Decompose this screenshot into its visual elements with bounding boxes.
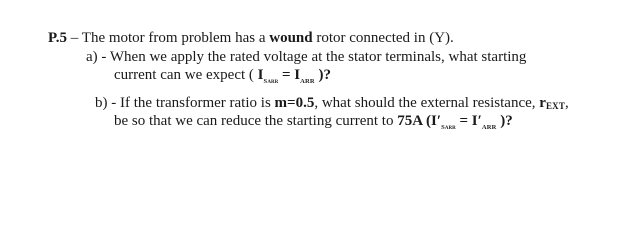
problem-intro-pre: The motor from problem has a xyxy=(81,30,270,46)
part-b-text-1-pre: If the transformer ratio is xyxy=(116,95,275,111)
part-b-paren-open: ( xyxy=(422,113,431,129)
part-b-I-prime: Iʹ xyxy=(431,113,442,129)
part-b-r-symbol: r xyxy=(539,95,546,111)
part-b-marker: b) - xyxy=(95,95,117,111)
part-b-ratio: m=0.5 xyxy=(274,95,315,111)
part-a-line-2 xyxy=(114,66,331,88)
problem-label: P.5 xyxy=(48,30,68,46)
part-a-I-symbol-2: I xyxy=(294,67,301,83)
part-b-text-2-post: )? xyxy=(496,113,513,129)
part-b-line-2 xyxy=(114,112,513,134)
part-b-current: 75A xyxy=(397,113,423,129)
part-a-sub-S: S xyxy=(263,78,268,85)
part-a-equals: = xyxy=(278,67,295,83)
part-a-marker: a) - xyxy=(86,49,107,65)
problem-dash: – xyxy=(67,30,82,46)
part-b-text-1-mid: , what should the external resistance, xyxy=(314,95,540,111)
part-a-line-1 xyxy=(86,48,526,66)
part-b-sub-ARR-2: ARR xyxy=(481,124,497,131)
part-b-I-prime-2: Iʹ xyxy=(471,113,482,129)
part-b-sub-ARR: ARR xyxy=(444,126,456,131)
problem-intro-post: rotor connected in (Y). xyxy=(312,30,454,46)
part-a-text-1: When we apply the rated voltage at the stator terminals, what starting xyxy=(106,49,527,65)
part-b-line-1 xyxy=(95,94,569,113)
part-a-sub-ARR-2: ARR xyxy=(300,78,315,85)
part-a-sub-ARR: ARR xyxy=(267,80,279,85)
part-a-text-2-pre: current can we expect ( xyxy=(114,67,258,83)
part-a-I-symbol: I xyxy=(257,67,264,83)
part-b-equals: = xyxy=(455,113,472,129)
problem-intro-bold: wound xyxy=(269,30,313,46)
part-b-text-2-pre: be so that we can reduce the starting current to xyxy=(114,113,398,129)
part-b-sub-S: S xyxy=(441,124,445,131)
problem-heading-line xyxy=(48,29,454,47)
part-a-text-2-post: )? xyxy=(314,67,332,83)
part-b-text-1-post: , xyxy=(565,95,569,111)
part-b-r-sub: EXT xyxy=(545,101,566,111)
